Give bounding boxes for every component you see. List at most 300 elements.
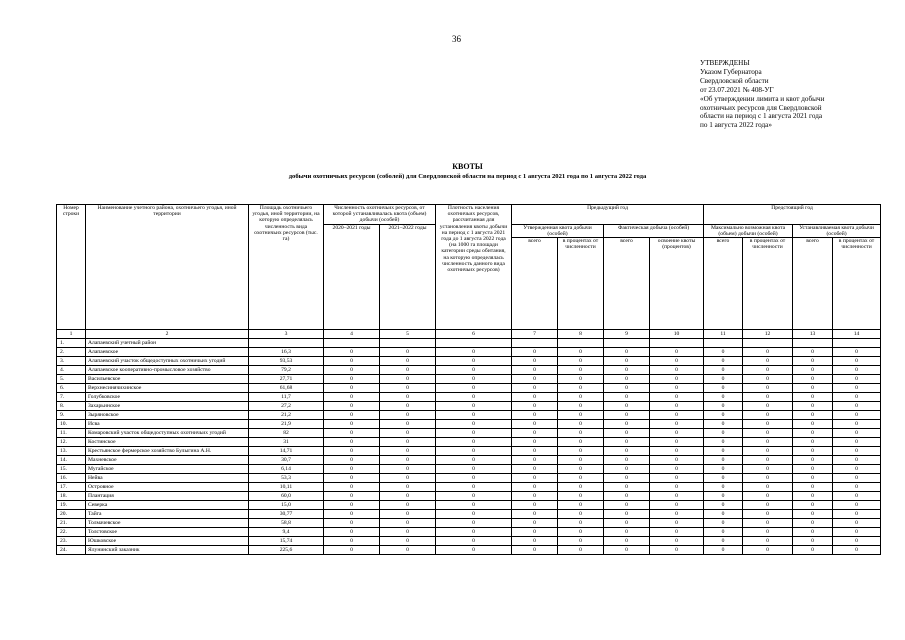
row-number: 12. (57, 438, 86, 447)
value-cell: 0 (704, 402, 743, 411)
value-cell: 0 (833, 483, 881, 492)
value-cell: 0 (436, 375, 512, 384)
value-cell: 0 (324, 411, 380, 420)
value-cell: 0 (833, 519, 881, 528)
value-cell: 0 (604, 537, 650, 546)
value-cell: 0 (650, 474, 704, 483)
value-cell: 0 (604, 474, 650, 483)
value-cell: 0 (704, 456, 743, 465)
table-row (57, 546, 881, 555)
header-pct: в процентах от численности (833, 238, 881, 330)
value-cell: 0 (604, 546, 650, 555)
area-size: 30,7 (249, 456, 324, 465)
value-cell: 0 (436, 465, 512, 474)
column-number: 3 (249, 330, 324, 339)
value-cell: 0 (793, 465, 833, 474)
value-cell: 0 (793, 393, 833, 402)
area-name: Крестьянское фермерское хозяйство Булыгина А.Н. (86, 447, 249, 456)
value-cell: 0 (650, 501, 704, 510)
value-cell: 0 (380, 447, 436, 456)
value-cell: 0 (793, 357, 833, 366)
table-row (57, 483, 881, 492)
value-cell: 0 (704, 447, 743, 456)
value-cell: 0 (704, 366, 743, 375)
approval-line: от 23.07.2021 № 408-УГ (700, 85, 774, 94)
value-cell: 0 (704, 348, 743, 357)
value-cell: 0 (704, 393, 743, 402)
table-row (57, 375, 881, 384)
value-cell: 0 (793, 546, 833, 555)
value-cell: 0 (793, 483, 833, 492)
value-cell: 0 (436, 420, 512, 429)
value-cell: 0 (436, 456, 512, 465)
table-row (57, 402, 881, 411)
value-cell: 0 (604, 348, 650, 357)
row-number: 15. (57, 465, 86, 474)
approval-line: «Об утверждении лимита и квот добычи (700, 94, 825, 103)
value-cell (650, 339, 704, 348)
value-cell: 0 (833, 465, 881, 474)
value-cell: 0 (380, 510, 436, 519)
area-name: Зыряновское (86, 411, 249, 420)
value-cell: 0 (650, 366, 704, 375)
value-cell: 0 (380, 528, 436, 537)
value-cell: 0 (704, 384, 743, 393)
area-name: Махневское (86, 456, 249, 465)
value-cell: 0 (512, 402, 558, 411)
value-cell: 0 (512, 501, 558, 510)
value-cell: 0 (793, 402, 833, 411)
area-name: Тайга (86, 510, 249, 519)
table-row (57, 519, 881, 528)
value-cell: 0 (380, 429, 436, 438)
header-density: Плотность населения охотничьих ресурсов, рассчитанная для установления квоты добычи на период с 1 августа 2021 года до 1 августа 2022 года (на 1000 га площади категории среды обитания, на которую определялась численность данного вида охотничьих ресурсов) (436, 205, 512, 330)
table-row (57, 357, 881, 366)
value-cell: 0 (512, 420, 558, 429)
area-name: Алапаевский участок общедоступных охотничьих угодий (86, 357, 249, 366)
table-row (57, 348, 881, 357)
column-number: 10 (650, 330, 704, 339)
value-cell (436, 339, 512, 348)
value-cell: 0 (604, 429, 650, 438)
value-cell: 0 (793, 411, 833, 420)
approval-line: УТВЕРЖДЕНЫ (700, 59, 750, 67)
value-cell: 0 (324, 528, 380, 537)
value-cell: 0 (324, 429, 380, 438)
value-cell: 0 (833, 402, 881, 411)
value-cell: 0 (604, 447, 650, 456)
header-area: Площадь охотничьего угодья, иной территории, на которую определялась численность вида охотничьих ресурсов (тыс. га) (249, 205, 324, 330)
row-number: 6. (57, 384, 86, 393)
column-number: 11 (704, 330, 743, 339)
value-cell: 0 (833, 438, 881, 447)
value-cell: 0 (324, 537, 380, 546)
title-subtitle: добычи охотничьих ресурсов (соболей) для Свердловской области на период с 1 августа 2021 года по 1 августа 2022 года (288, 173, 647, 180)
value-cell: 0 (512, 411, 558, 420)
header-approved-quota: Утвержденная квота добычи (особей) (512, 224, 604, 237)
area-name: Толстовское (86, 528, 249, 537)
value-cell: 0 (793, 501, 833, 510)
value-cell: 0 (743, 483, 793, 492)
approval-line: Указом Губернатора (700, 67, 762, 76)
value-cell: 0 (743, 519, 793, 528)
value-cell: 0 (604, 492, 650, 501)
value-cell: 0 (512, 456, 558, 465)
row-number: 3. (57, 357, 86, 366)
value-cell: 0 (743, 357, 793, 366)
value-cell: 0 (833, 357, 881, 366)
value-cell: 0 (436, 438, 512, 447)
value-cell: 0 (793, 366, 833, 375)
value-cell: 0 (743, 474, 793, 483)
value-cell (833, 339, 881, 348)
area-size: 15,0 (249, 501, 324, 510)
value-cell: 0 (558, 357, 604, 366)
value-cell: 0 (324, 492, 380, 501)
value-cell: 0 (380, 420, 436, 429)
value-cell: 0 (743, 348, 793, 357)
value-cell: 0 (704, 474, 743, 483)
value-cell: 0 (512, 375, 558, 384)
column-number: 9 (604, 330, 650, 339)
area-size: 225,6 (249, 546, 324, 555)
value-cell: 0 (324, 501, 380, 510)
value-cell: 0 (650, 348, 704, 357)
value-cell: 0 (793, 348, 833, 357)
value-cell: 0 (380, 456, 436, 465)
header-population: Численность охотничьих ресурсов, от которой устанавливалась квота (объем) добычи (особей) (324, 205, 436, 225)
value-cell: 0 (650, 411, 704, 420)
value-cell: 0 (558, 393, 604, 402)
header-set-quota: Устанавливаемая квота добычи (особей) (793, 224, 881, 237)
value-cell: 0 (604, 357, 650, 366)
value-cell: 0 (833, 492, 881, 501)
value-cell: 0 (324, 393, 380, 402)
header-total: всего (793, 238, 833, 330)
value-cell: 0 (604, 420, 650, 429)
value-cell: 0 (512, 546, 558, 555)
value-cell: 0 (650, 357, 704, 366)
value-cell: 0 (558, 546, 604, 555)
value-cell: 0 (324, 420, 380, 429)
area-name: Юшковское (86, 537, 249, 546)
header-pct: в процентах от численности (558, 238, 604, 330)
table-row (57, 384, 881, 393)
value-cell: 0 (833, 393, 881, 402)
value-cell: 0 (436, 429, 512, 438)
value-cell: 0 (324, 474, 380, 483)
value-cell: 0 (380, 492, 436, 501)
value-cell: 0 (704, 501, 743, 510)
value-cell: 0 (380, 546, 436, 555)
value-cell: 0 (558, 384, 604, 393)
area-size: 31 (249, 438, 324, 447)
value-cell: 0 (436, 501, 512, 510)
value-cell: 0 (793, 537, 833, 546)
value-cell: 0 (436, 483, 512, 492)
value-cell: 0 (793, 456, 833, 465)
value-cell: 0 (704, 465, 743, 474)
value-cell: 0 (436, 402, 512, 411)
row-number: 13. (57, 447, 86, 456)
value-cell: 0 (436, 447, 512, 456)
value-cell: 0 (604, 411, 650, 420)
area-size: 11,7 (249, 393, 324, 402)
header-actual-harvest: Фактическая добыча (особей) (604, 224, 704, 237)
value-cell: 0 (743, 501, 793, 510)
header-pop-2020: 2020–2021 годы (324, 224, 380, 329)
row-number: 4. (57, 366, 86, 375)
value-cell: 0 (650, 510, 704, 519)
page-number: 36 (452, 34, 461, 44)
table-row (57, 429, 881, 438)
value-cell: 0 (743, 420, 793, 429)
table-row (57, 492, 881, 501)
value-cell: 0 (743, 375, 793, 384)
area-size: 6,14 (249, 465, 324, 474)
value-cell: 0 (604, 366, 650, 375)
value-cell: 0 (604, 375, 650, 384)
area-size: 14,71 (249, 447, 324, 456)
value-cell: 0 (743, 384, 793, 393)
value-cell: 0 (380, 375, 436, 384)
value-cell: 0 (743, 456, 793, 465)
value-cell: 0 (380, 519, 436, 528)
column-number: 6 (436, 330, 512, 339)
approval-line: области на период с 1 августа 2021 года (700, 112, 823, 121)
value-cell: 0 (833, 375, 881, 384)
value-cell: 0 (436, 411, 512, 420)
header-prev-year: Предыдущий год (512, 205, 704, 225)
value-cell: 0 (380, 357, 436, 366)
value-cell: 0 (324, 483, 380, 492)
column-number: 7 (512, 330, 558, 339)
value-cell: 0 (558, 528, 604, 537)
value-cell: 0 (793, 519, 833, 528)
value-cell: 0 (324, 384, 380, 393)
area-size: 21,9 (249, 420, 324, 429)
row-number: 11. (57, 429, 86, 438)
title-main: КВОТЫ (452, 162, 483, 171)
value-cell: 0 (743, 492, 793, 501)
value-cell (512, 339, 558, 348)
column-number: 1 (57, 330, 86, 339)
value-cell: 0 (833, 348, 881, 357)
header-next-year: Предстоящий год (704, 205, 881, 225)
value-cell: 0 (650, 519, 704, 528)
value-cell: 0 (512, 393, 558, 402)
column-number: 2 (86, 330, 249, 339)
value-cell: 0 (558, 402, 604, 411)
value-cell: 0 (704, 411, 743, 420)
value-cell: 0 (558, 465, 604, 474)
value-cell: 0 (704, 420, 743, 429)
value-cell: 0 (650, 375, 704, 384)
value-cell: 0 (380, 402, 436, 411)
document-title (0, 162, 905, 180)
value-cell: 0 (743, 546, 793, 555)
area-name: Северка (86, 501, 249, 510)
area-name: Васильевское (86, 375, 249, 384)
area-size: 9,4 (249, 528, 324, 537)
value-cell: 0 (512, 384, 558, 393)
value-cell: 0 (743, 510, 793, 519)
value-cell: 0 (558, 474, 604, 483)
row-number: 9. (57, 411, 86, 420)
area-size: 15,74 (249, 537, 324, 546)
value-cell: 0 (793, 492, 833, 501)
header-row-number: Номер строки (57, 205, 86, 330)
value-cell: 0 (512, 537, 558, 546)
area-name: Алапаевский учетный район (86, 339, 249, 348)
table-row (57, 447, 881, 456)
value-cell: 0 (704, 357, 743, 366)
value-cell: 0 (604, 528, 650, 537)
area-name: Алапаевское (86, 348, 249, 357)
approval-line: охотничьих ресурсов для Свердловской (700, 103, 822, 112)
value-cell: 0 (558, 375, 604, 384)
area-name: Островное (86, 483, 249, 492)
value-cell: 0 (650, 492, 704, 501)
value-cell: 0 (793, 384, 833, 393)
value-cell: 0 (743, 411, 793, 420)
header-total: всего (512, 238, 558, 330)
value-cell: 0 (558, 456, 604, 465)
value-cell (558, 339, 604, 348)
value-cell: 0 (604, 402, 650, 411)
value-cell: 0 (704, 438, 743, 447)
value-cell: 0 (604, 393, 650, 402)
value-cell: 0 (380, 366, 436, 375)
value-cell: 0 (604, 501, 650, 510)
value-cell: 0 (833, 447, 881, 456)
area-size: 16,3 (249, 348, 324, 357)
value-cell (380, 339, 436, 348)
column-number: 13 (793, 330, 833, 339)
value-cell: 0 (833, 474, 881, 483)
row-number: 24. (57, 546, 86, 555)
value-cell: 0 (324, 366, 380, 375)
row-number: 5. (57, 375, 86, 384)
value-cell: 0 (833, 510, 881, 519)
value-cell: 0 (512, 492, 558, 501)
value-cell: 0 (704, 429, 743, 438)
area-size (249, 339, 324, 348)
approval-line: по 1 августа 2022 года» (700, 121, 772, 130)
value-cell: 0 (324, 447, 380, 456)
value-cell: 0 (380, 411, 436, 420)
value-cell: 0 (704, 537, 743, 546)
column-number: 8 (558, 330, 604, 339)
value-cell: 0 (650, 546, 704, 555)
value-cell: 0 (650, 483, 704, 492)
value-cell: 0 (793, 447, 833, 456)
value-cell: 0 (324, 375, 380, 384)
value-cell: 0 (704, 510, 743, 519)
value-cell: 0 (604, 438, 650, 447)
value-cell: 0 (833, 366, 881, 375)
column-number: 4 (324, 330, 380, 339)
value-cell: 0 (833, 537, 881, 546)
value-cell: 0 (558, 420, 604, 429)
value-cell: 0 (380, 384, 436, 393)
table-row (57, 393, 881, 402)
row-number: 7. (57, 393, 86, 402)
value-cell: 0 (558, 438, 604, 447)
area-name: Нейва (86, 474, 249, 483)
value-cell: 0 (436, 357, 512, 366)
area-size: 61,68 (249, 384, 324, 393)
area-name: Комаровский участок общедоступных охотничьих угодий (86, 429, 249, 438)
value-cell: 0 (512, 366, 558, 375)
table-row (57, 465, 881, 474)
value-cell: 0 (833, 456, 881, 465)
value-cell: 0 (743, 393, 793, 402)
value-cell: 0 (512, 474, 558, 483)
value-cell: 0 (380, 348, 436, 357)
value-cell: 0 (380, 465, 436, 474)
row-number: 20. (57, 510, 86, 519)
value-cell: 0 (512, 447, 558, 456)
value-cell: 0 (650, 447, 704, 456)
value-cell: 0 (743, 429, 793, 438)
value-cell: 0 (604, 510, 650, 519)
value-cell: 0 (436, 528, 512, 537)
value-cell: 0 (650, 384, 704, 393)
value-cell: 0 (793, 420, 833, 429)
header-name: Наименование учетного района, охотничьего угодья, иной территории (86, 205, 249, 330)
value-cell: 0 (558, 429, 604, 438)
value-cell: 0 (512, 519, 558, 528)
value-cell: 0 (558, 519, 604, 528)
value-cell: 0 (650, 393, 704, 402)
value-cell: 0 (704, 519, 743, 528)
value-cell: 0 (650, 438, 704, 447)
value-cell: 0 (436, 510, 512, 519)
area-name: Верхнесинячихинское (86, 384, 249, 393)
value-cell: 0 (512, 429, 558, 438)
row-number: 14. (57, 456, 86, 465)
row-number: 10. (57, 420, 86, 429)
header-pct: в процентах от численности (743, 238, 793, 330)
value-cell: 0 (324, 402, 380, 411)
area-size: 21,2 (249, 411, 324, 420)
table-row (57, 528, 881, 537)
value-cell: 0 (604, 465, 650, 474)
row-number: 22. (57, 528, 86, 537)
area-name: Голубковское (86, 393, 249, 402)
area-name: Исва (86, 420, 249, 429)
value-cell: 0 (512, 357, 558, 366)
row-number: 23. (57, 537, 86, 546)
value-cell: 0 (650, 402, 704, 411)
table-row (57, 456, 881, 465)
value-cell: 0 (558, 483, 604, 492)
value-cell: 0 (436, 384, 512, 393)
area-name: Плантация (86, 492, 249, 501)
area-size: 93,53 (249, 357, 324, 366)
area-size: 27,2 (249, 402, 324, 411)
value-cell: 0 (380, 501, 436, 510)
area-size: 30,77 (249, 510, 324, 519)
value-cell: 0 (793, 474, 833, 483)
approval-stamp (700, 59, 880, 130)
value-cell: 0 (558, 447, 604, 456)
value-cell: 0 (558, 501, 604, 510)
value-cell: 0 (380, 474, 436, 483)
value-cell: 0 (324, 519, 380, 528)
value-cell: 0 (743, 528, 793, 537)
